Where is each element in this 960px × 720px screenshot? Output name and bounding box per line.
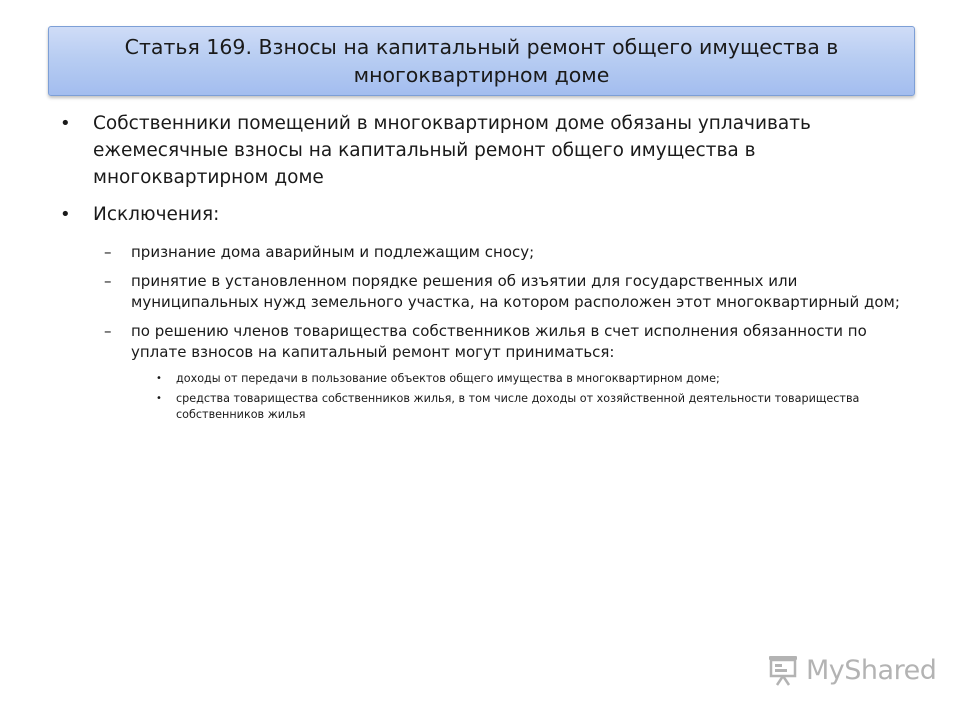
slide-title: Статья 169. Взносы на капитальный ремонт общего имущества в многоквартирном доме xyxy=(124,35,839,87)
sub-sub-bullet-item xyxy=(156,391,920,423)
sub-bullet-text: принятие в установленном порядке решения об изъятии для государственных или муниципальных нужд земельного участка, на котором расположен этот многоквартирный дом; xyxy=(131,272,900,311)
sub-sub-bullet-text: средства товарищества собственников жилья, в том числе доходы от хозяйственной деятельности товарищества собственников жилья xyxy=(176,392,860,421)
sub-bullet-text: по решению членов товарищества собственников жилья в счет исполнения обязанности по уплате взносов на капитальный ремонт могут приниматься: xyxy=(131,322,867,361)
bullet-text: Собственники помещений в многоквартирном доме обязаны уплачивать ежемесячные взносы на капитальный ремонт общего имущества в многоквартирном доме xyxy=(93,113,811,188)
sub-bullet-item xyxy=(104,271,920,313)
sub-sub-bullet-text: доходы от передачи в пользование объектов общего имущества в многоквартирном доме; xyxy=(176,372,720,385)
watermark-text: MyShared xyxy=(806,654,937,686)
bullet-item xyxy=(60,110,920,191)
slide-content xyxy=(60,110,920,427)
bullet-marker: • xyxy=(156,393,162,404)
bullet-marker: • xyxy=(156,373,162,384)
bullet-marker: • xyxy=(60,113,71,134)
bullet-marker: • xyxy=(60,204,71,225)
dash-marker: – xyxy=(104,272,112,290)
sub-bullet-item xyxy=(104,242,920,263)
slide-title-box xyxy=(48,26,915,96)
bullet-item xyxy=(60,201,920,228)
myshared-watermark xyxy=(766,653,936,687)
dash-marker: – xyxy=(104,243,112,261)
sub-bullet-text: признание дома аварийным и подлежащим сносу; xyxy=(131,243,535,261)
projector-screen-icon xyxy=(766,653,800,687)
bullet-text: Исключения: xyxy=(93,204,220,225)
sub-sub-bullet-item xyxy=(156,371,920,387)
dash-marker: – xyxy=(104,322,112,340)
sub-bullet-item xyxy=(104,321,920,363)
